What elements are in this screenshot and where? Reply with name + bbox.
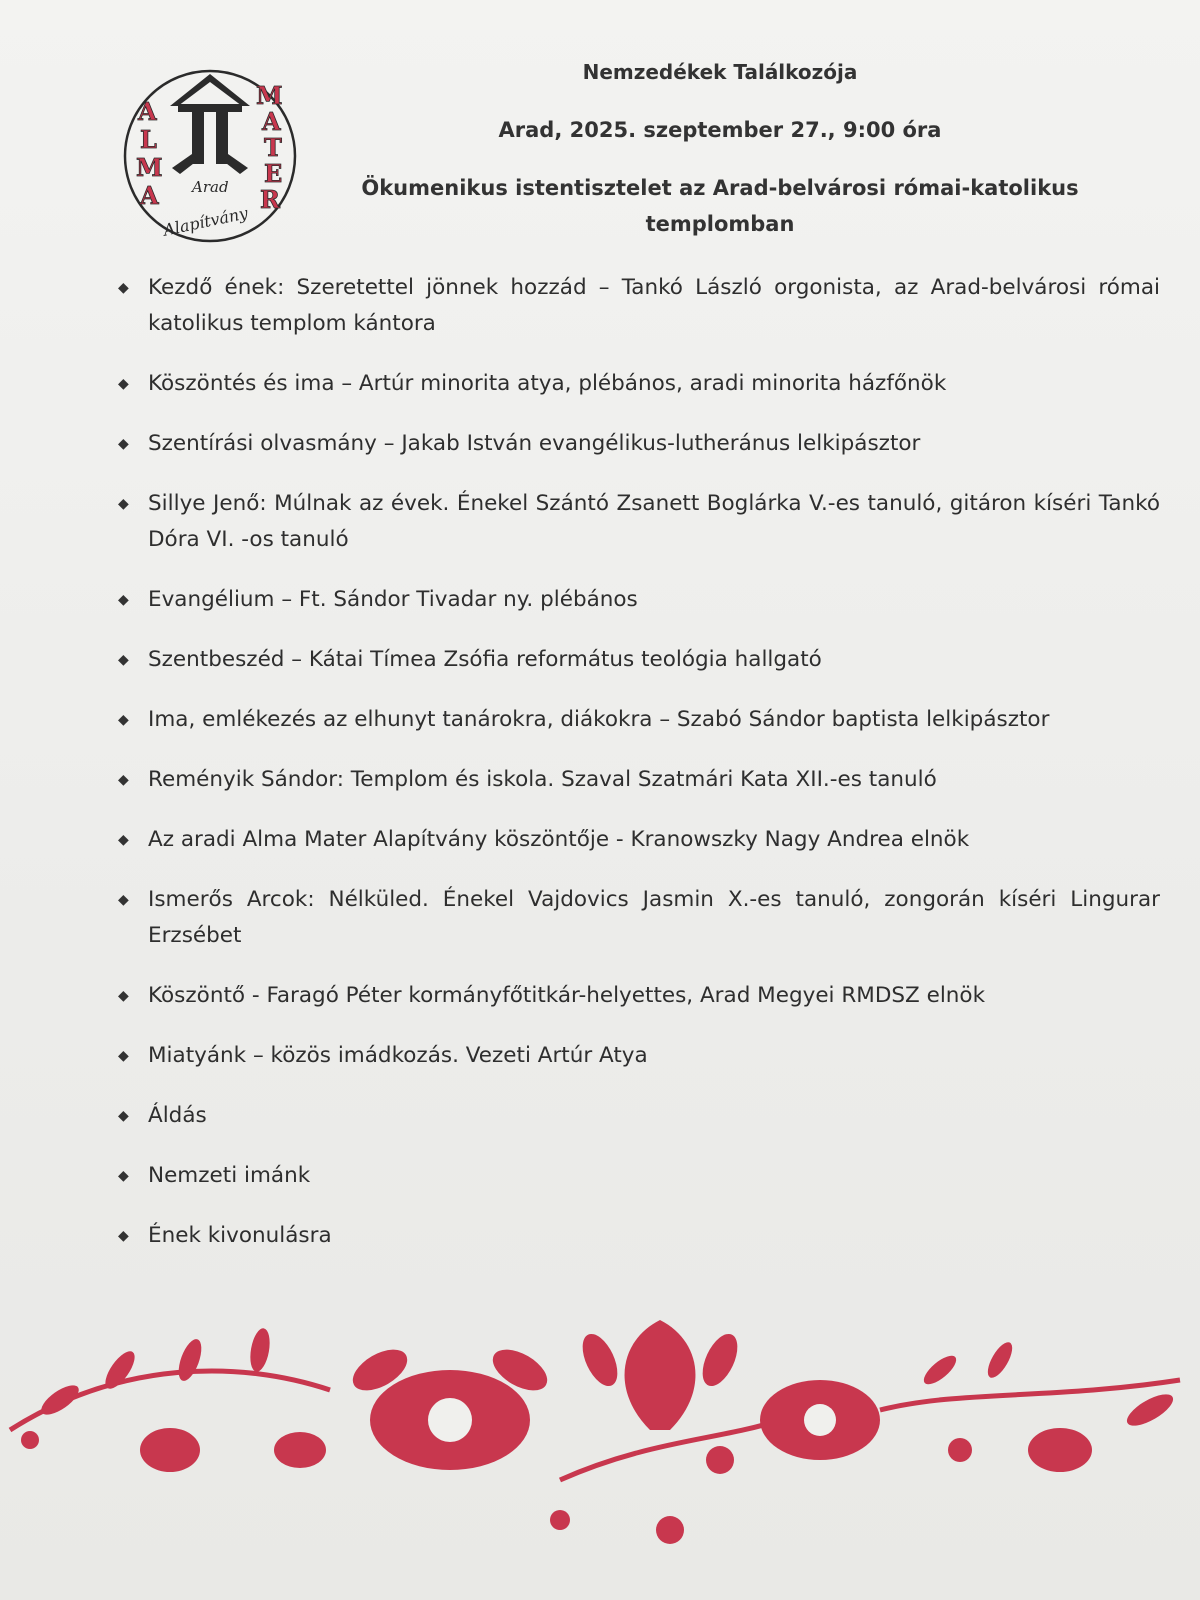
bullet-icon: ◆ — [118, 1228, 129, 1244]
program-item — [110, 1218, 1160, 1254]
program-item — [110, 978, 1160, 1014]
program-item-text: Reményik Sándor: Templom és iskola. Szaval Szatmári Kata XII.-es tanuló — [148, 767, 937, 792]
program-item-text: Miatyánk – közös imádkozás. Vezeti Artúr Atya — [148, 1043, 648, 1068]
logo-letter: A — [262, 107, 281, 136]
logo-letter: L — [140, 125, 157, 154]
program-item — [110, 426, 1160, 462]
program-item — [110, 642, 1160, 678]
bullet-icon: ◆ — [118, 436, 129, 452]
bullet-icon: ◆ — [118, 280, 129, 296]
program-item-text: Ének kivonulásra — [148, 1223, 332, 1248]
program-list — [110, 270, 1160, 1278]
program-item-text: Nemzeti imánk — [148, 1163, 311, 1188]
program-item-text: Szentbeszéd – Kátai Tímea Zsófia református teológia hallgató — [148, 647, 822, 672]
program-item — [110, 882, 1160, 954]
program-item-text: Az aradi Alma Mater Alapítvány köszöntője - Kranowszky Nagy Andrea elnök — [148, 827, 970, 852]
program-item-text: Ima, emlékezés az elhunyt tanárokra, diákokra – Szabó Sándor baptista lelkipásztor — [148, 707, 1050, 732]
program-item-text: Áldás — [148, 1103, 207, 1128]
program-item — [110, 822, 1160, 858]
event-date: Arad, 2025. szeptember 27., 9:00 óra — [498, 118, 942, 142]
logo-letter: A — [138, 97, 157, 126]
bullet-icon: ◆ — [118, 772, 129, 788]
program-item — [110, 270, 1160, 342]
program-item-text: Kezdő ének: Szeretettel jönnek hozzád – Tankó László orgonista, az Arad-belvárosi római katolikus templom kántora — [148, 275, 1160, 336]
program-item-text: Evangélium – Ft. Sándor Tivadar ny. plébános — [148, 587, 638, 612]
bullet-icon: ◆ — [118, 376, 129, 392]
logo-letter: T — [264, 133, 282, 162]
subtitle-line-2: templomban — [645, 212, 795, 236]
folk-floral-ornament — [0, 1300, 1200, 1600]
program-item — [110, 486, 1160, 558]
logo-letter: R — [260, 185, 280, 214]
logo-letter: M — [136, 153, 163, 182]
program-item — [110, 762, 1160, 798]
program-item — [110, 366, 1160, 402]
logo-center-text: Arad — [192, 178, 229, 196]
event-subtitle — [340, 170, 1100, 242]
bullet-icon: ◆ — [118, 988, 129, 1004]
bullet-icon: ◆ — [118, 1108, 129, 1124]
bullet-icon: ◆ — [118, 832, 129, 848]
program-item-text: Köszöntés és ima – Artúr minorita atya, plébános, aradi minorita házfőnök — [148, 371, 947, 396]
document-header — [340, 52, 1100, 242]
bullet-icon: ◆ — [118, 592, 129, 608]
program-item-text: Köszöntő - Faragó Péter kormányfőtitkár-helyettes, Arad Megyei RMDSZ elnök — [148, 983, 986, 1008]
bullet-icon: ◆ — [118, 892, 129, 908]
program-item-text: Ismerős Arcok: Nélküled. Énekel Vajdovics Jasmin X.-es tanuló, zongorán kíséri Lingurar Erzsébet — [148, 887, 1160, 948]
logo-letter: A — [140, 181, 159, 210]
logo-letter: M — [256, 81, 283, 110]
program-item — [110, 1098, 1160, 1134]
alma-mater-logo — [122, 68, 298, 244]
document-title: Nemzedékek Találkozója — [582, 60, 858, 84]
program-item — [110, 1158, 1160, 1194]
logo-letter: E — [264, 159, 283, 188]
bullet-icon: ◆ — [118, 1048, 129, 1064]
subtitle-line-1: Ökumenikus istentisztelet az Arad-belvárosi római-katolikus — [361, 176, 1079, 200]
program-item — [110, 702, 1160, 738]
program-item — [110, 582, 1160, 618]
bullet-icon: ◆ — [118, 496, 129, 512]
bullet-icon: ◆ — [118, 1168, 129, 1184]
logo-bottom-text: Alapítvány — [161, 203, 250, 240]
program-item-text: Szentírási olvasmány – Jakab István evangélikus-lutheránus lelkipásztor — [148, 431, 921, 456]
program-item-text: Sillye Jenő: Múlnak az évek. Énekel Szántó Zsanett Boglárka V.-es tanuló, gitáron kíséri Tankó Dóra VI. -os tanuló — [148, 491, 1160, 552]
bullet-icon: ◆ — [118, 652, 129, 668]
bullet-icon: ◆ — [118, 712, 129, 728]
program-item — [110, 1038, 1160, 1074]
